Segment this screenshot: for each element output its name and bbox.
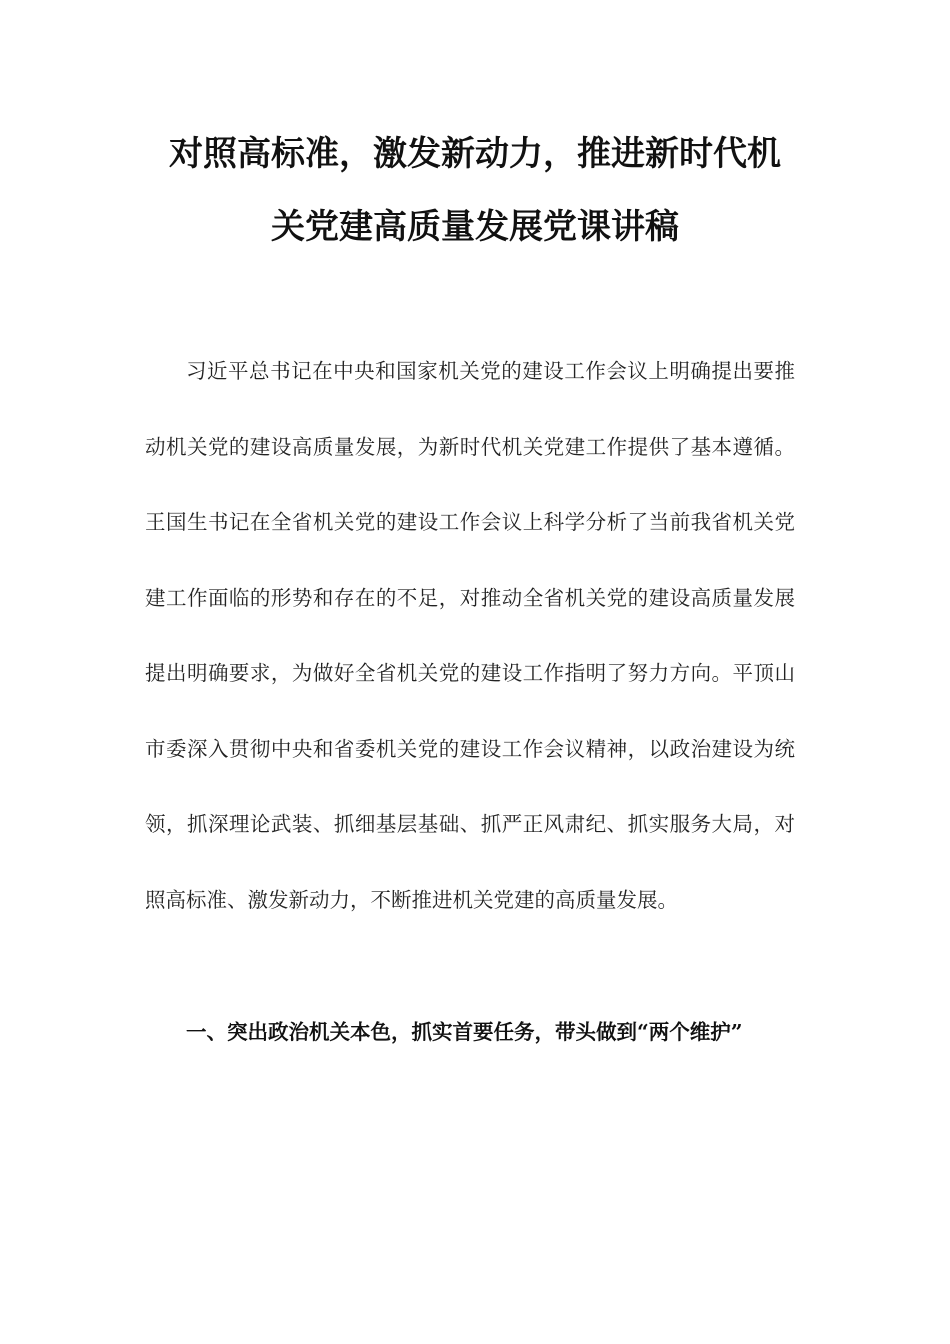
document-title-line-1: 对照高标准，激发新动力，推进新时代机 bbox=[169, 134, 781, 174]
section-heading: 一、突出政治机关本色，抓实首要任务，带头做到“两个维护” bbox=[186, 1020, 743, 1044]
document-title-line-2: 关党建高质量发展党课讲稿 bbox=[271, 207, 679, 247]
body-paragraph: 习近平总书记在中央和国家机关党的建设工作会议上明确提出要推动机关党的建设高质量发展，为新时代机关党建工作提供了基本遵循。王国生书记在全省机关党的建设工作会议上科学分析了当前我省机关党建工作面临的形势和存在的不足，对推动全省机关党的建设高质量发展提出明确要求，为做好全省机关党的建设工作指明了努力方向。平顶山市委深入贯彻中央和省委机关党的建设工作会议精神，以政治建设为统领，抓深理论武装、抓细基层基础、抓严正风肃纪、抓实服务大局，对照高标准、激发新动力，不断推进机关党建的高质量发展。 bbox=[145, 359, 795, 912]
